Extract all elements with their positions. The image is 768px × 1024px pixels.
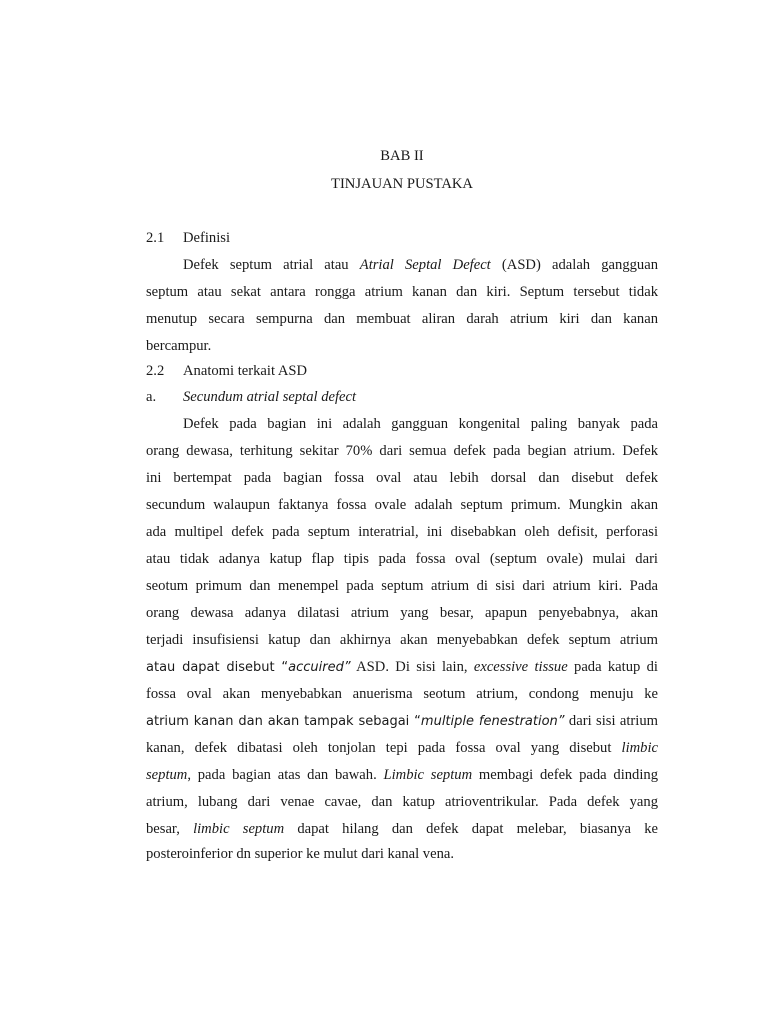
subsection-marker: a. [146, 389, 157, 405]
italic-term: limbic septum [193, 821, 285, 837]
italic-term: multiple fenestration” [420, 714, 565, 729]
paragraph-line: Defek pada bagian ini adalah gangguan kongenital paling banyak pada [183, 416, 658, 432]
italic-term: excessive tissue [473, 659, 568, 675]
paragraph-line: ini bertempat pada bagian fossa oval atau lebih dorsal dan disebut defek [146, 470, 658, 486]
text-run: atrium kanan dan akan tampak sebagai “ [146, 714, 421, 729]
section-number: 2.1 [146, 230, 165, 246]
subsection-title: Secundum atrial septal defect [183, 389, 357, 405]
italic-term: Limbic septum [383, 767, 473, 783]
text-run: membagi defek pada dinding [472, 767, 658, 783]
chapter-heading: BAB II [380, 148, 424, 164]
chapter-title: TINJAUAN PUSTAKA [331, 176, 473, 192]
paragraph-line: ada multipel defek pada septum interatrial, ini disebabkan oleh defisit, perforasi [146, 524, 658, 540]
paragraph-line [146, 712, 658, 731]
text-run: dari sisi atrium [564, 713, 658, 729]
paragraph-line: orang dewasa, terhitung sekitar 70% dari semua defek pada begian atrium. Defek [146, 443, 658, 459]
text-run: Defek septum atrial atau [183, 257, 360, 273]
text-run: besar, [146, 821, 194, 837]
text-run: , pada bagian atas dan bawah. [187, 767, 384, 783]
italic-term: accuired” [288, 660, 351, 675]
paragraph-line: orang dewasa adanya dilatasi atrium yang besar, apapun penyebabnya, akan [146, 605, 658, 621]
section-number: 2.2 [146, 363, 165, 379]
text-run: atau dapat disebut “ [146, 660, 289, 675]
text-run: (ASD) adalah gangguan [490, 257, 658, 273]
paragraph-line: fossa oval akan menyebabkan anuerisma seotum atrium, condong menuju ke [146, 686, 658, 702]
section-title: Anatomi terkait ASD [183, 363, 308, 379]
text-run: dapat hilang dan defek dapat melebar, biasanya ke [284, 821, 658, 837]
section-title: Definisi [183, 230, 231, 246]
paragraph-line [146, 766, 658, 784]
paragraph-line: atrium, lubang dari venae cavae, dan katup atrioventrikular. Pada defek yang [146, 794, 658, 810]
paragraph-line: terjadi insufisiensi katup dan akhirnya akan menyebabkan defek septum atrium [146, 632, 658, 648]
paragraph-line: atau tidak adanya katup flap tipis pada fossa oval (septum ovale) mulai dari [146, 551, 658, 567]
text-run: kanan, defek dibatasi oleh tonjolan tepi pada fossa oval yang disebut [146, 740, 622, 756]
paragraph-line: septum atau sekat antara rongga atrium kanan dan kiri. Septum tersebut tidak [146, 284, 658, 300]
paragraph-line: bercampur. [146, 338, 212, 354]
text-run: pada katup di [567, 659, 658, 675]
text-run: ASD. Di sisi lain, [350, 659, 474, 675]
paragraph-line: secundum walaupun faktanya fossa ovale adalah septum primum. Mungkin akan [146, 497, 658, 513]
paragraph-line [183, 256, 658, 274]
italic-term: Atrial Septal Defect [359, 257, 491, 273]
paragraph-line [146, 820, 658, 838]
paragraph-line [146, 739, 658, 757]
paragraph-line [146, 658, 658, 677]
italic-term: septum [146, 767, 188, 783]
italic-term: limbic [621, 740, 658, 756]
paragraph-line: seotum primum dan menempel pada septum atrium di sisi dari atrium kiri. Pada [146, 578, 658, 594]
paragraph-line: menutup secara sempurna dan membuat aliran darah atrium kiri dan kanan [146, 311, 658, 327]
paragraph-line: posteroinferior dn superior ke mulut dari kanal vena. [146, 846, 454, 862]
